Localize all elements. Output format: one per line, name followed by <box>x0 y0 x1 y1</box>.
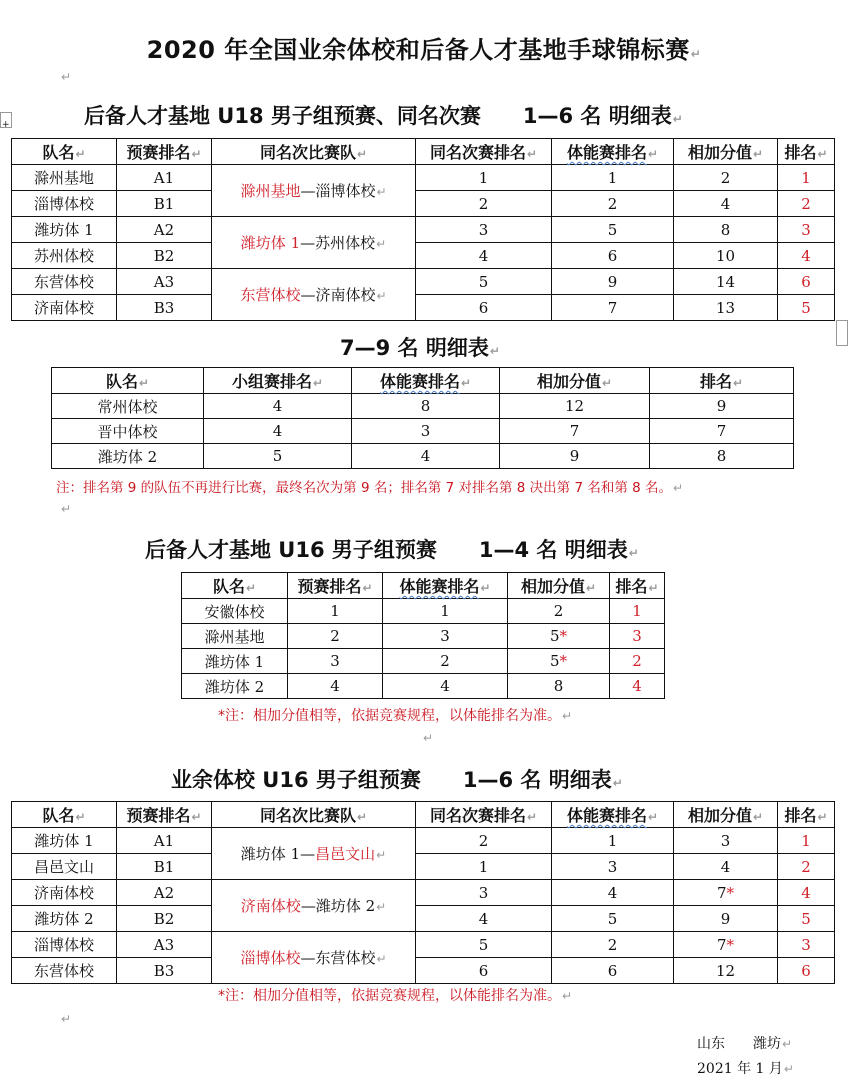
sum-value: 8 <box>508 674 610 699</box>
final-rank: 3 <box>610 624 665 649</box>
section-title-u18: 后备人才基地 U18 男子组预赛、同名次赛 1—6 名 明细表↵ <box>84 104 683 128</box>
final-rank: 1 <box>778 828 835 854</box>
fitness-rank: 6 <box>552 958 674 984</box>
same-rank: 5 <box>416 932 552 958</box>
sum-value: 7 <box>500 419 650 444</box>
fitness-rank: 9 <box>552 269 674 295</box>
table-header-row <box>52 368 794 394</box>
team-name: 昌邑文山 <box>12 854 117 880</box>
final-rank: 9 <box>650 394 794 419</box>
prelim-rank: A3 <box>117 932 212 958</box>
table-move-handle[interactable]: + <box>0 112 12 128</box>
same-rank: 5 <box>416 269 552 295</box>
signature-date: 2021 年 1 月↵ <box>697 1061 794 1077</box>
table-row <box>12 932 835 958</box>
final-rank: 2 <box>778 191 835 217</box>
team-name: 济南体校 <box>12 295 117 321</box>
prelim-rank: B2 <box>117 906 212 932</box>
table-row <box>12 958 835 984</box>
col-header-match: 同名次比赛队↵ <box>212 139 416 165</box>
sum-value: 4 <box>674 854 778 880</box>
col-header-fitness: 体能赛排名↵ <box>352 368 500 394</box>
table-row <box>52 394 794 419</box>
fitness-rank: 3 <box>552 854 674 880</box>
prelim-rank: A3 <box>117 269 212 295</box>
u16-amateur-table <box>11 801 835 984</box>
col-header-fitness: 体能赛排名↵ <box>552 802 674 828</box>
table-header-row <box>12 802 835 828</box>
fitness-rank: 7 <box>552 295 674 321</box>
team-name: 潍坊体 1 <box>182 649 288 674</box>
sum-value: 14 <box>674 269 778 295</box>
table-row <box>12 880 835 906</box>
col-header-same-rank: 同名次赛排名↵ <box>416 139 552 165</box>
team-name: 潍坊体 2 <box>12 906 117 932</box>
team-name: 东营体校 <box>12 269 117 295</box>
match-pair: 淄博体校—东营体校↵ <box>212 932 416 984</box>
same-rank: 6 <box>416 958 552 984</box>
same-rank: 4 <box>416 243 552 269</box>
team-name: 安徽体校 <box>182 599 288 624</box>
team-name: 常州体校 <box>52 394 204 419</box>
table-row <box>12 191 835 217</box>
paragraph-mark: ↵ <box>61 70 72 84</box>
same-rank: 3 <box>416 880 552 906</box>
col-header-prelim: 预赛排名↵ <box>288 573 383 599</box>
same-rank: 3 <box>416 217 552 243</box>
final-rank: 8 <box>650 444 794 469</box>
final-rank: 4 <box>778 880 835 906</box>
prelim-rank: 2 <box>288 624 383 649</box>
table-row <box>12 243 835 269</box>
sum-value: 12 <box>674 958 778 984</box>
group-rank: 4 <box>204 419 352 444</box>
final-rank: 4 <box>610 674 665 699</box>
team-name: 潍坊体 1 <box>12 828 117 854</box>
sum-value: 7* <box>674 932 778 958</box>
team-name: 滁州基地 <box>12 165 117 191</box>
match-pair: 潍坊体 1—苏州体校↵ <box>212 217 416 269</box>
fitness-rank: 1 <box>552 165 674 191</box>
same-rank: 1 <box>416 165 552 191</box>
col-header-prelim: 预赛排名↵ <box>117 139 212 165</box>
table-row <box>12 828 835 854</box>
col-header-sum: 相加分值↵ <box>508 573 610 599</box>
fitness-rank: 2 <box>552 191 674 217</box>
final-rank: 2 <box>610 649 665 674</box>
section-title-7-9: 7—9 名 明细表↵ <box>340 336 500 360</box>
match-pair: 东营体校—济南体校↵ <box>212 269 416 321</box>
col-header-fitness: 体能赛排名↵ <box>383 573 508 599</box>
prelim-rank: A1 <box>117 828 212 854</box>
same-rank: 4 <box>416 906 552 932</box>
prelim-rank: 4 <box>288 674 383 699</box>
u16-reserve-table <box>181 572 665 699</box>
fitness-rank: 1 <box>552 828 674 854</box>
final-rank: 7 <box>650 419 794 444</box>
table-resize-handle[interactable] <box>836 320 848 346</box>
team-name: 潍坊体 1 <box>12 217 117 243</box>
note-u16-amateur: *注：相加分值相等，依据竞赛规程，以体能排名为准。↵ <box>218 988 573 1004</box>
sum-value: 2 <box>508 599 610 624</box>
prelim-rank: B3 <box>117 958 212 984</box>
col-header-rank: 排名↵ <box>610 573 665 599</box>
paragraph-mark: ↵ <box>61 1012 72 1026</box>
final-rank: 1 <box>778 165 835 191</box>
col-header-sum: 相加分值↵ <box>674 802 778 828</box>
sum-value: 3 <box>674 828 778 854</box>
col-header-rank: 排名↵ <box>778 139 835 165</box>
fitness-rank: 3 <box>352 419 500 444</box>
group-rank: 5 <box>204 444 352 469</box>
same-rank: 6 <box>416 295 552 321</box>
sum-value: 2 <box>674 165 778 191</box>
team-name: 潍坊体 2 <box>182 674 288 699</box>
final-rank: 3 <box>778 932 835 958</box>
table-row <box>12 165 835 191</box>
team-name: 东营体校 <box>12 958 117 984</box>
col-header-team: 队名↵ <box>52 368 204 394</box>
same-rank: 1 <box>416 854 552 880</box>
col-header-prelim: 预赛排名↵ <box>117 802 212 828</box>
col-header-same-rank: 同名次赛排名↵ <box>416 802 552 828</box>
table-header-row <box>182 573 665 599</box>
sum-value: 9 <box>674 906 778 932</box>
table-row <box>12 217 835 243</box>
signature-place: 山东 潍坊↵ <box>697 1036 793 1052</box>
fitness-rank: 4 <box>383 674 508 699</box>
table-row <box>182 624 665 649</box>
sum-value: 5* <box>508 649 610 674</box>
table-row <box>52 419 794 444</box>
table-row <box>12 269 835 295</box>
table-row <box>182 649 665 674</box>
final-rank: 5 <box>778 906 835 932</box>
col-header-team: 队名↵ <box>182 573 288 599</box>
same-rank: 2 <box>416 828 552 854</box>
prelim-rank: 3 <box>288 649 383 674</box>
fitness-rank: 8 <box>352 394 500 419</box>
match-pair: 滁州基地—淄博体校↵ <box>212 165 416 217</box>
table-row <box>182 599 665 624</box>
fitness-rank: 4 <box>552 880 674 906</box>
paragraph-mark: ↵ <box>423 731 434 745</box>
col-header-group: 小组赛排名↵ <box>204 368 352 394</box>
final-rank: 3 <box>778 217 835 243</box>
sum-value: 5* <box>508 624 610 649</box>
fitness-rank: 1 <box>383 599 508 624</box>
fitness-rank: 3 <box>383 624 508 649</box>
note-u16-reserve: *注：相加分值相等，依据竞赛规程，以体能排名为准。↵ <box>218 708 573 724</box>
document-title: 2020 年全国业余体校和后备人才基地手球锦标赛↵ <box>146 36 702 64</box>
prelim-rank: A2 <box>117 880 212 906</box>
table-row <box>12 906 835 932</box>
same-rank: 2 <box>416 191 552 217</box>
fitness-rank: 2 <box>552 932 674 958</box>
col-header-sum: 相加分值↵ <box>500 368 650 394</box>
team-name: 潍坊体 2 <box>52 444 204 469</box>
col-header-match: 同名次比赛队↵ <box>212 802 416 828</box>
table-header-row <box>12 139 835 165</box>
team-name: 苏州体校 <box>12 243 117 269</box>
section-title-u16-amateur: 业余体校 U16 男子组预赛 1—6 名 明细表↵ <box>171 768 623 792</box>
sum-value: 9 <box>500 444 650 469</box>
sum-value: 12 <box>500 394 650 419</box>
prelim-rank: B1 <box>117 191 212 217</box>
col-header-rank: 排名↵ <box>778 802 835 828</box>
prelim-rank: B2 <box>117 243 212 269</box>
match-pair: 潍坊体 1—昌邑文山↵ <box>212 828 416 880</box>
team-name: 晋中体校 <box>52 419 204 444</box>
prelim-rank: A2 <box>117 217 212 243</box>
prelim-rank: B3 <box>117 295 212 321</box>
table-row <box>12 295 835 321</box>
col-header-sum: 相加分值↵ <box>674 139 778 165</box>
final-rank: 2 <box>778 854 835 880</box>
sum-value: 10 <box>674 243 778 269</box>
final-rank: 6 <box>778 269 835 295</box>
table-row <box>52 444 794 469</box>
prelim-rank: A1 <box>117 165 212 191</box>
prelim-rank: 1 <box>288 599 383 624</box>
table-row <box>182 674 665 699</box>
final-rank: 6 <box>778 958 835 984</box>
final-rank: 1 <box>610 599 665 624</box>
team-name: 滁州基地 <box>182 624 288 649</box>
col-header-team: 队名↵ <box>12 139 117 165</box>
final-rank: 4 <box>778 243 835 269</box>
fitness-rank: 2 <box>383 649 508 674</box>
prelim-rank: B1 <box>117 854 212 880</box>
note-7-9: 注：排名第 9 的队伍不再进行比赛，最终名次为第 9 名；排名第 7 对排名第 8 决出第 7 名和第 8 名。↵ <box>56 480 684 496</box>
fitness-rank: 4 <box>352 444 500 469</box>
team-name: 济南体校 <box>12 880 117 906</box>
sum-value: 13 <box>674 295 778 321</box>
u18-results-table <box>11 138 835 321</box>
col-header-fitness: 体能赛排名↵ <box>552 139 674 165</box>
fitness-rank: 5 <box>552 217 674 243</box>
group-rank: 4 <box>204 394 352 419</box>
sum-value: 7* <box>674 880 778 906</box>
fitness-rank: 6 <box>552 243 674 269</box>
team-name: 淄博体校 <box>12 191 117 217</box>
final-rank: 5 <box>778 295 835 321</box>
places-7-9-table <box>51 367 794 469</box>
section-title-u16-reserve: 后备人才基地 U16 男子组预赛 1—4 名 明细表↵ <box>145 538 639 562</box>
fitness-rank: 5 <box>552 906 674 932</box>
paragraph-mark: ↵ <box>61 502 72 516</box>
col-header-rank: 排名↵ <box>650 368 794 394</box>
sum-value: 8 <box>674 217 778 243</box>
match-pair: 济南体校—潍坊体 2↵ <box>212 880 416 932</box>
sum-value: 4 <box>674 191 778 217</box>
team-name: 淄博体校 <box>12 932 117 958</box>
table-row <box>12 854 835 880</box>
col-header-team: 队名↵ <box>12 802 117 828</box>
